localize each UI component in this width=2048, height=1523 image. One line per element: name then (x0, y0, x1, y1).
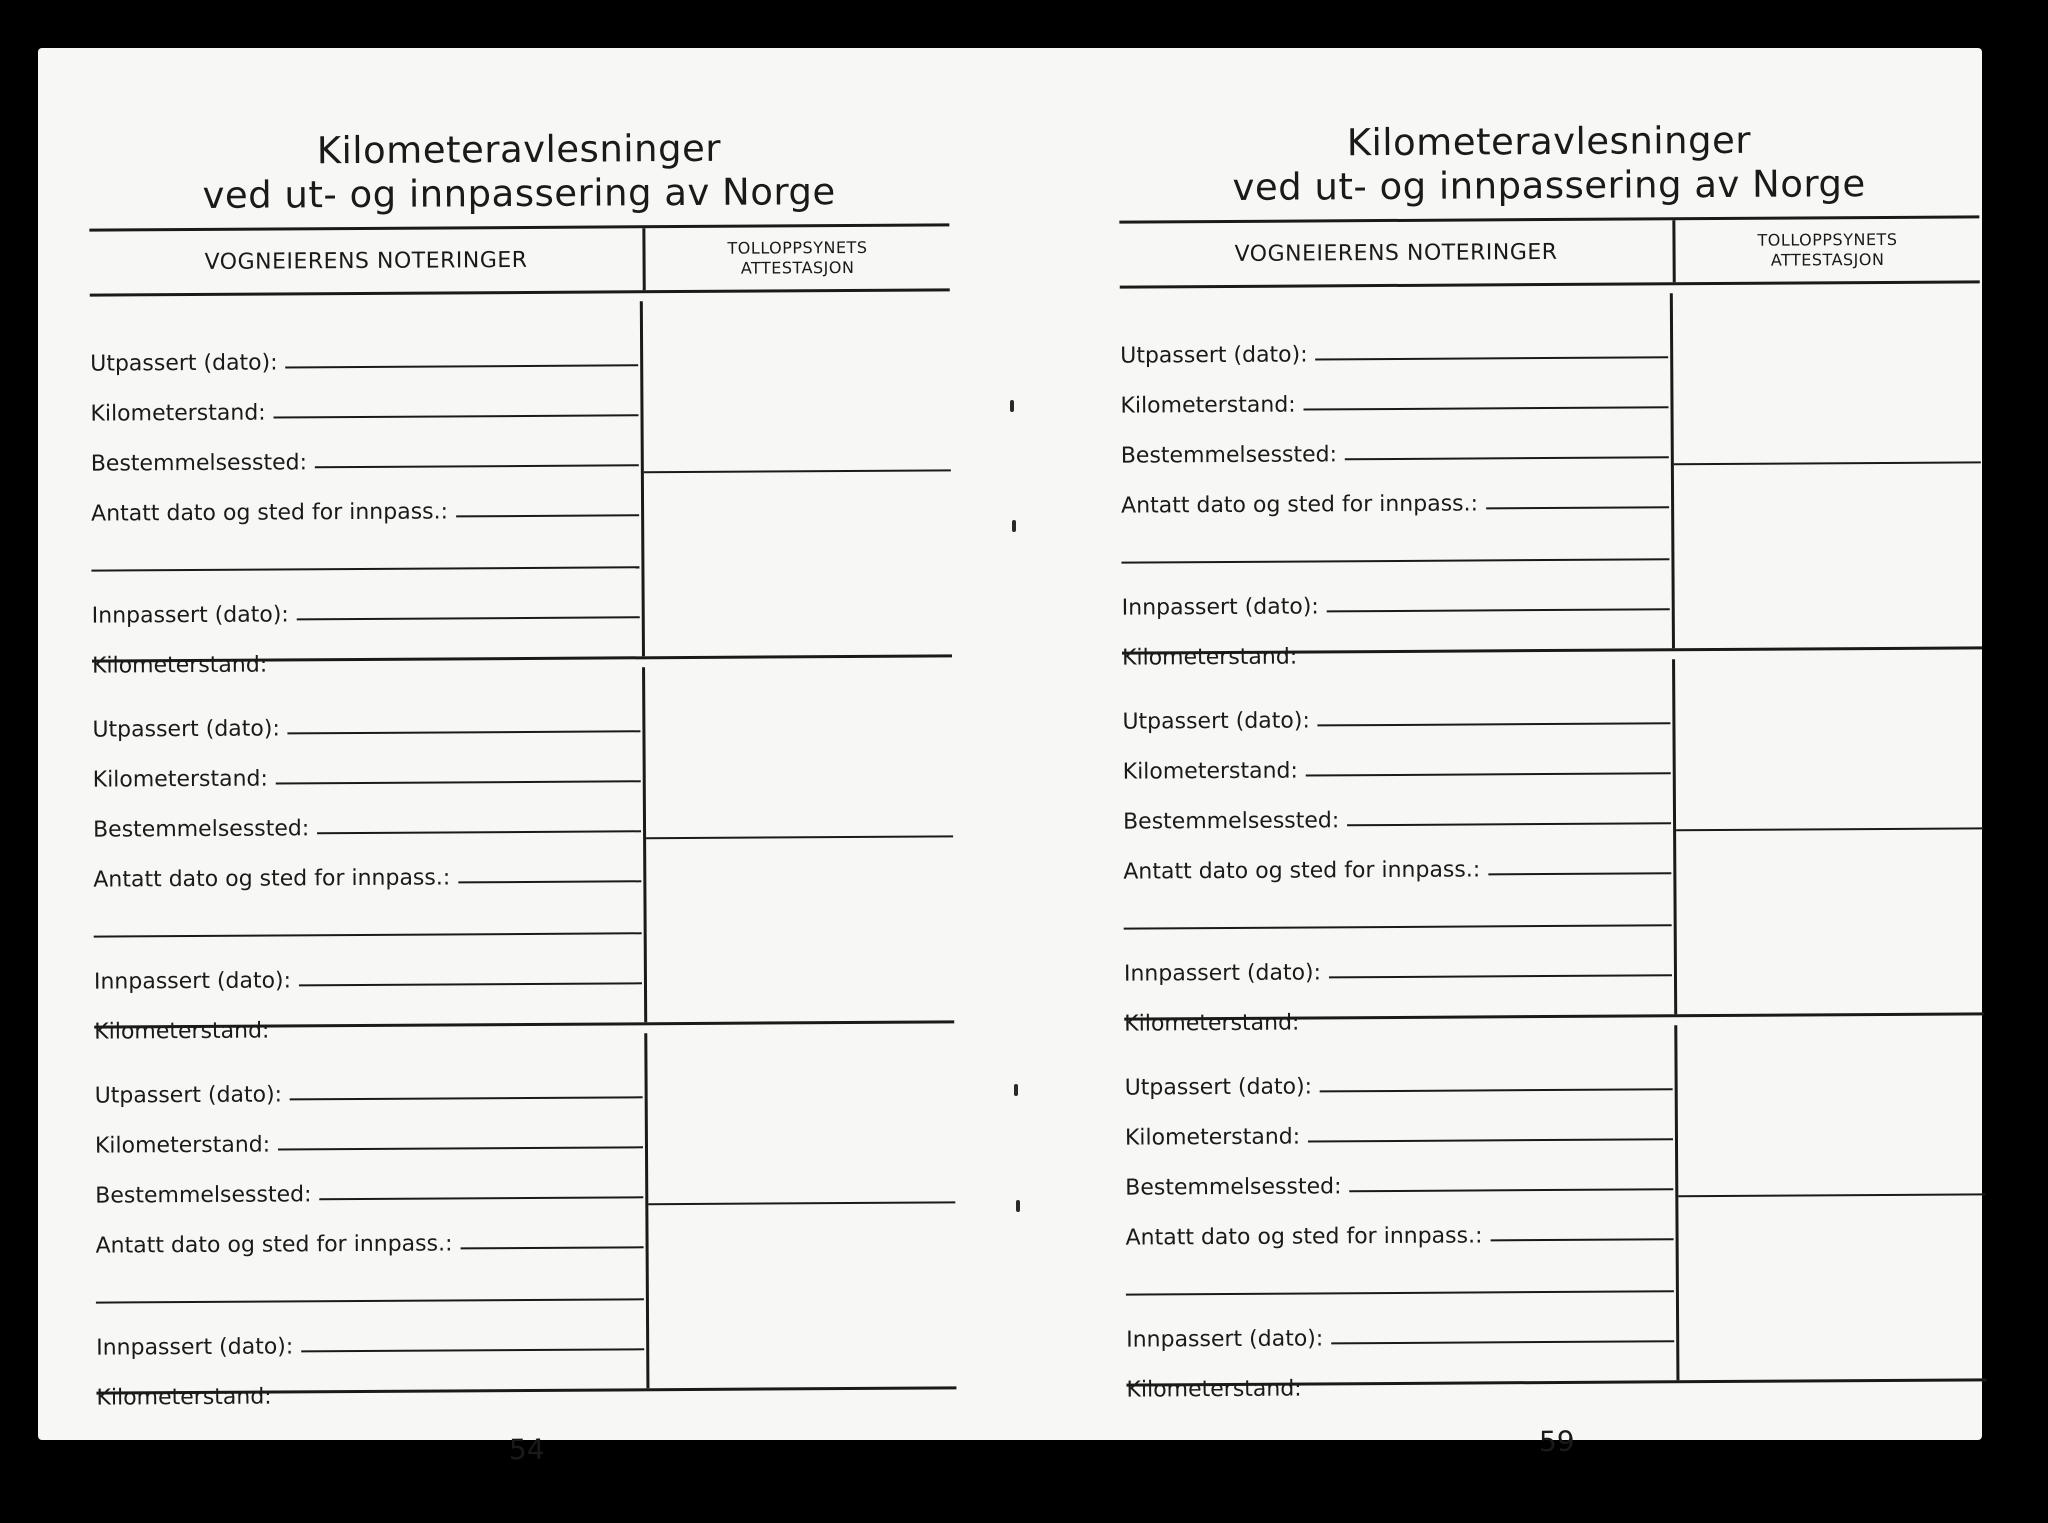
utpassert-row[interactable] (1124, 1047, 1672, 1100)
header-customs-attestation (1675, 218, 1979, 282)
antatt-continuation-row[interactable] (91, 523, 639, 578)
attestation-divider (646, 835, 953, 839)
kilometerstand-in-row[interactable] (1126, 1349, 1674, 1402)
innpassert-line[interactable] (1327, 608, 1670, 612)
antatt-continuation-line[interactable] (1121, 558, 1669, 563)
utpassert-label: Utpassert (dato): (90, 350, 278, 377)
antatt-row[interactable] (1125, 1197, 1673, 1250)
antatt-continuation-row[interactable] (93, 889, 641, 944)
innpassert-row[interactable] (1124, 933, 1672, 986)
owner-notes-section (1124, 1025, 1679, 1403)
title-line-2: ved ut- og innpassering av Norge (202, 170, 836, 217)
antatt-line[interactable] (1490, 1238, 1673, 1241)
customs-attestation-box[interactable] (645, 665, 954, 1022)
form-header (1119, 215, 1979, 288)
innpassert-label: Innpassert (dato): (1126, 1326, 1324, 1353)
utpassert-line[interactable] (1320, 1088, 1673, 1092)
antatt-continuation-row[interactable] (1126, 1247, 1674, 1302)
kilometerstand-in-label: Kilometerstand: (91, 652, 268, 679)
innpassert-label: Innpassert (dato): (91, 602, 289, 629)
bestemmelsessted-row[interactable] (91, 423, 639, 476)
innpassert-line[interactable] (299, 982, 642, 986)
bestemmelsessted-line[interactable] (1350, 1188, 1674, 1192)
mileage-form (1119, 215, 1986, 1403)
staple-mark (1010, 400, 1014, 412)
antatt-row[interactable] (1123, 831, 1671, 884)
innpassert-row[interactable] (96, 1307, 644, 1360)
kilometerstand-row[interactable] (1122, 731, 1670, 784)
antatt-continuation-line[interactable] (94, 932, 642, 937)
bestemmelsessted-line[interactable] (315, 464, 639, 468)
owner-notes-section (90, 301, 645, 679)
kilometerstand-line[interactable] (1304, 406, 1669, 410)
customs-attestation-box[interactable] (647, 1031, 956, 1388)
page-right (1119, 117, 1987, 1514)
antatt-label: Antatt dato og sted for innpass.: (93, 865, 451, 893)
innpassert-row[interactable] (1121, 567, 1669, 620)
header-right-line-2: ATTESTASJON (1770, 249, 1885, 270)
utpassert-line[interactable] (286, 364, 639, 368)
kilometerstand-label: Kilometerstand: (94, 1132, 271, 1159)
kilometerstand-line[interactable] (276, 780, 641, 784)
bestemmelsessted-line[interactable] (320, 1196, 644, 1200)
kilometerstand-label: Kilometerstand: (1124, 1124, 1301, 1151)
kilometerstand-line[interactable] (278, 1146, 643, 1150)
header-right-line-2: ATTESTASJON (740, 257, 855, 278)
utpassert-row[interactable] (1122, 681, 1670, 734)
bestemmelsessted-label: Bestemmelsessted: (1120, 442, 1338, 469)
bestemmelsessted-row[interactable] (95, 1155, 643, 1208)
kilometerstand-label: Kilometerstand: (1120, 392, 1296, 419)
kilometerstand-in-label: Kilometerstand: (96, 1384, 272, 1411)
antatt-label: Antatt dato og sted for innpass.: (91, 499, 449, 527)
utpassert-label: Utpassert (dato): (1120, 342, 1308, 369)
entry-block-1 (90, 299, 952, 679)
entry-block-2 (92, 665, 954, 1045)
antatt-label: Antatt dato og sted for innpass.: (1125, 1223, 1483, 1251)
antatt-label: Antatt dato og sted for innpass.: (1121, 491, 1479, 519)
antatt-continuation-row[interactable] (96, 1255, 644, 1310)
mileage-form (89, 223, 956, 1411)
staple-mark (1014, 1084, 1018, 1096)
bestemmelsessted-label: Bestemmelsessted: (1125, 1174, 1342, 1201)
kilometerstand-in-line[interactable] (280, 1400, 645, 1402)
utpassert-label: Utpassert (dato): (1124, 1074, 1313, 1101)
kilometerstand-row[interactable] (90, 373, 638, 426)
innpassert-label: Innpassert (dato): (96, 1334, 294, 1361)
attestation-divider (648, 1201, 955, 1205)
attestation-divider (1674, 461, 1981, 465)
antatt-row[interactable] (91, 473, 639, 526)
bestemmelsessted-label: Bestemmelsessted: (95, 1182, 312, 1209)
antatt-continuation-line[interactable] (96, 1298, 644, 1303)
innpassert-line[interactable] (1331, 1340, 1674, 1344)
antatt-continuation-line[interactable] (1126, 1290, 1674, 1295)
owner-notes-section (94, 1033, 649, 1411)
entry-block-1 (1120, 291, 1982, 671)
attestation-divider (644, 469, 951, 473)
kilometerstand-row[interactable] (1120, 365, 1668, 418)
antatt-continuation-row[interactable] (1123, 881, 1671, 936)
innpassert-line[interactable] (1329, 974, 1672, 978)
bestemmelsessted-row[interactable] (1123, 781, 1671, 834)
bestemmelsessted-row[interactable] (1121, 415, 1669, 468)
title-line-1: Kilometeravlesninger (316, 126, 722, 173)
antatt-row[interactable] (1121, 465, 1669, 518)
kilometerstand-in-row[interactable] (96, 1357, 644, 1410)
customs-attestation-box[interactable] (1677, 1023, 1986, 1380)
antatt-label: Antatt dato og sted for innpass.: (95, 1231, 453, 1259)
antatt-line[interactable] (456, 514, 639, 517)
header-right-line-1: TOLLOPPSYNETS (1757, 229, 1898, 250)
innpassert-row[interactable] (91, 575, 639, 628)
page-title (1119, 117, 1980, 210)
staple-mark (1012, 520, 1016, 532)
antatt-line[interactable] (458, 880, 641, 883)
header-owner-notes: VOGNEIERENS NOTERINGER (1119, 220, 1675, 285)
header-right-line-1: TOLLOPPSYNETS (727, 237, 868, 258)
owner-notes-section (92, 667, 647, 1045)
page-title (89, 125, 950, 218)
utpassert-line[interactable] (1318, 722, 1671, 726)
entry-block-3 (1124, 1023, 1986, 1403)
title-line-1: Kilometeravlesninger (1346, 118, 1752, 165)
owner-notes-section (1122, 659, 1677, 1037)
booklet-spread (38, 48, 1982, 1467)
kilometerstand-in-label: Kilometerstand: (1126, 1376, 1302, 1403)
innpassert-line[interactable] (301, 1348, 644, 1352)
kilometerstand-line[interactable] (1306, 772, 1671, 776)
utpassert-line[interactable] (290, 1096, 643, 1100)
bestemmelsessted-label: Bestemmelsessted: (90, 450, 308, 477)
kilometerstand-label: Kilometerstand: (1122, 758, 1298, 785)
kilometerstand-row[interactable] (92, 739, 640, 792)
antatt-line[interactable] (460, 1246, 643, 1249)
antatt-line[interactable] (1488, 872, 1671, 875)
utpassert-row[interactable] (94, 1055, 642, 1108)
page-left (89, 125, 957, 1522)
utpassert-label: Utpassert (dato): (92, 716, 280, 743)
utpassert-row[interactable] (1120, 315, 1668, 368)
header-owner-notes: VOGNEIERENS NOTERINGER (89, 228, 645, 293)
utpassert-row[interactable] (90, 323, 638, 376)
antatt-row[interactable] (93, 839, 641, 892)
innpassert-line[interactable] (297, 616, 640, 620)
customs-attestation-box[interactable] (1673, 291, 1982, 648)
kilometerstand-label: Kilometerstand: (90, 400, 266, 427)
utpassert-row[interactable] (92, 689, 640, 742)
bestemmelsessted-line[interactable] (1347, 822, 1671, 826)
antatt-continuation-line[interactable] (91, 566, 639, 571)
customs-attestation-box[interactable] (1675, 657, 1984, 1014)
innpassert-label: Innpassert (dato): (93, 968, 292, 995)
utpassert-line[interactable] (1316, 356, 1669, 360)
innpassert-row[interactable] (1126, 1299, 1674, 1352)
innpassert-label: Innpassert (dato): (1121, 594, 1319, 621)
kilometerstand-line[interactable] (1308, 1138, 1673, 1142)
bestemmelsessted-row[interactable] (93, 789, 641, 842)
title-line-2: ved ut- og innpassering av Norge (1232, 162, 1866, 209)
owner-notes-section (1120, 293, 1675, 671)
entry-block-3 (94, 1031, 956, 1411)
antatt-line[interactable] (1486, 506, 1669, 509)
kilometerstand-row[interactable] (1125, 1097, 1673, 1150)
kilometerstand-in-line[interactable] (1310, 1392, 1675, 1394)
kilometerstand-in-label: Kilometerstand: (1121, 644, 1298, 671)
bestemmelsessted-line[interactable] (317, 830, 641, 834)
customs-attestation-box[interactable] (643, 299, 952, 656)
innpassert-label: Innpassert (dato): (1123, 960, 1322, 987)
bestemmelsessted-label: Bestemmelsessted: (1122, 808, 1340, 835)
innpassert-row[interactable] (94, 941, 642, 994)
antatt-row[interactable] (95, 1205, 643, 1258)
bestemmelsessted-line[interactable] (1345, 456, 1669, 460)
kilometerstand-label: Kilometerstand: (92, 766, 268, 793)
kilometerstand-in-label: Kilometerstand: (94, 1018, 270, 1045)
kilometerstand-line[interactable] (274, 414, 639, 418)
entry-block-2 (1122, 657, 1984, 1037)
antatt-continuation-line[interactable] (1124, 924, 1672, 929)
staple-mark (1016, 1200, 1020, 1212)
page-number: 59 (1538, 1424, 1575, 1459)
antatt-label: Antatt dato og sted for innpass.: (1123, 857, 1481, 885)
kilometerstand-in-label: Kilometerstand: (1124, 1010, 1300, 1037)
attestation-divider (1678, 1193, 1985, 1197)
bestemmelsessted-label: Bestemmelsessted: (92, 816, 310, 843)
utpassert-line[interactable] (288, 730, 641, 734)
attestation-divider (1676, 827, 1983, 831)
form-header (89, 223, 949, 296)
utpassert-label: Utpassert (dato): (1122, 708, 1310, 735)
bestemmelsessted-row[interactable] (1125, 1147, 1673, 1200)
antatt-continuation-row[interactable] (1121, 515, 1669, 570)
kilometerstand-row[interactable] (95, 1105, 643, 1158)
page-number: 54 (508, 1432, 545, 1467)
header-customs-attestation (645, 226, 949, 290)
utpassert-label: Utpassert (dato): (94, 1082, 283, 1109)
